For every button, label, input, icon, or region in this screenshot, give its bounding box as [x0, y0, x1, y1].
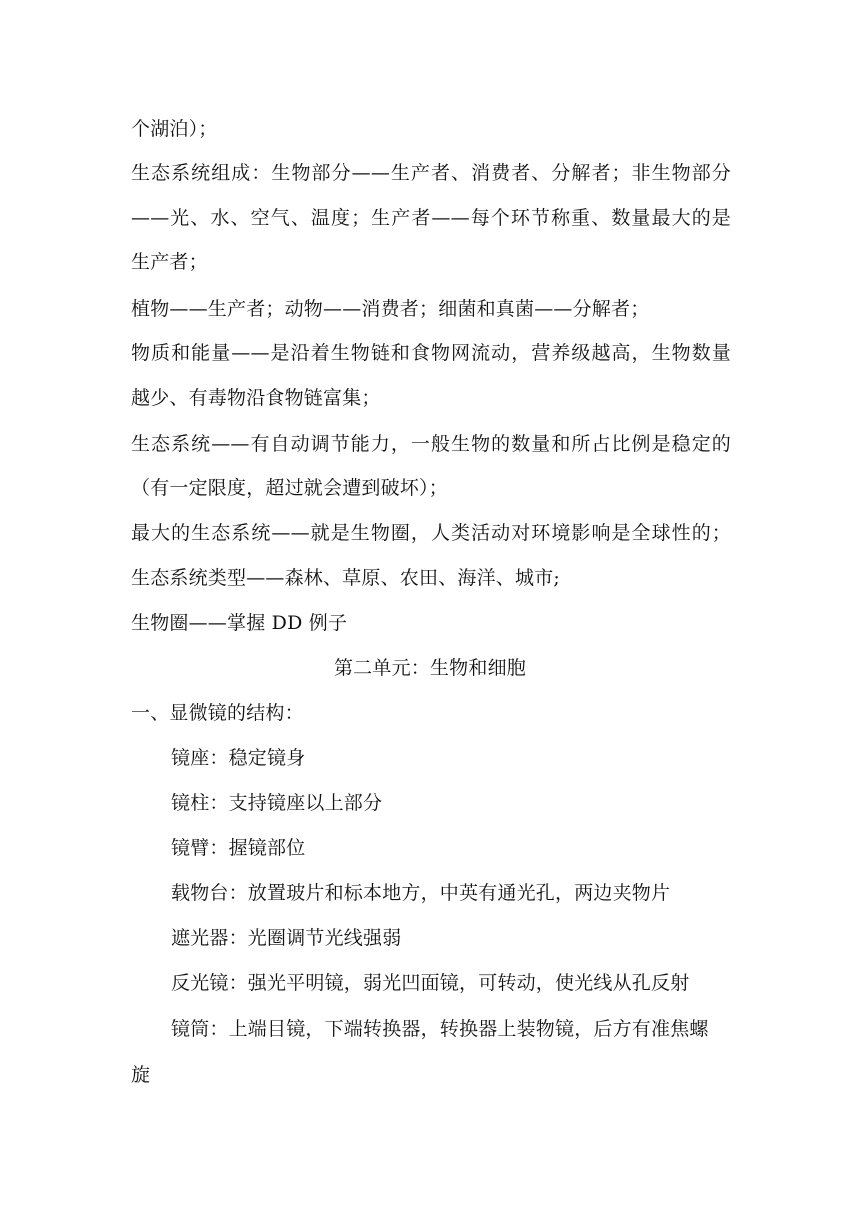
text-line: ——光、水、空气、温度；生产者——每个环节称重、数量最大的是	[131, 207, 731, 229]
text-line: 植物——生产者；动物——消费者；细菌和真菌——分解者；	[131, 298, 650, 320]
section-heading: 一、显微镜的结构：	[131, 702, 304, 724]
text-line: 生态系统——有自动调节能力，一般生物的数量和所占比例是稳定的	[131, 433, 731, 455]
text-line: 越少、有毒物沿食物链富集；	[131, 387, 381, 409]
microscope-item: 镜座：稳定镜身	[171, 747, 306, 769]
text-line: 个湖泊）；	[131, 118, 218, 140]
text-line: 生产者；	[131, 251, 208, 273]
text-line: 生态系统组成：生物部分——生产者、消费者、分解者；非生物部分	[131, 162, 731, 184]
text-line: 旋	[131, 1064, 151, 1086]
microscope-item: 载物台：放置玻片和标本地方，中英有通光孔，两边夹物片	[171, 882, 671, 904]
text-line: 最大的生态系统——就是生物圈，人类活动对环境影响是全球性的；	[131, 522, 731, 544]
text-line: （有一定限度，超过就会遭到破坏）；	[131, 477, 448, 499]
microscope-item: 镜臂：握镜部位	[171, 837, 306, 859]
microscope-item: 遮光器：光圈调节光线强弱	[171, 927, 402, 949]
text-line: 生物圈——掌握 DD 例子	[131, 612, 348, 634]
microscope-item: 镜筒：上端目镜，下端转换器，转换器上装物镜，后方有准焦螺	[171, 1018, 709, 1040]
text-line: 物质和能量——是沿着生物链和食物网流动，营养级越高，生物数量	[131, 342, 731, 364]
text-line: 生态系统类型——森林、草原、农田、海洋、城市;	[131, 567, 561, 589]
unit-heading: 第二单元：生物和细胞	[333, 657, 526, 679]
microscope-item: 反光镜：强光平明镜，弱光凹面镜，可转动，使光线从孔反射	[171, 972, 690, 994]
microscope-item: 镜柱：支持镜座以上部分	[171, 792, 383, 814]
